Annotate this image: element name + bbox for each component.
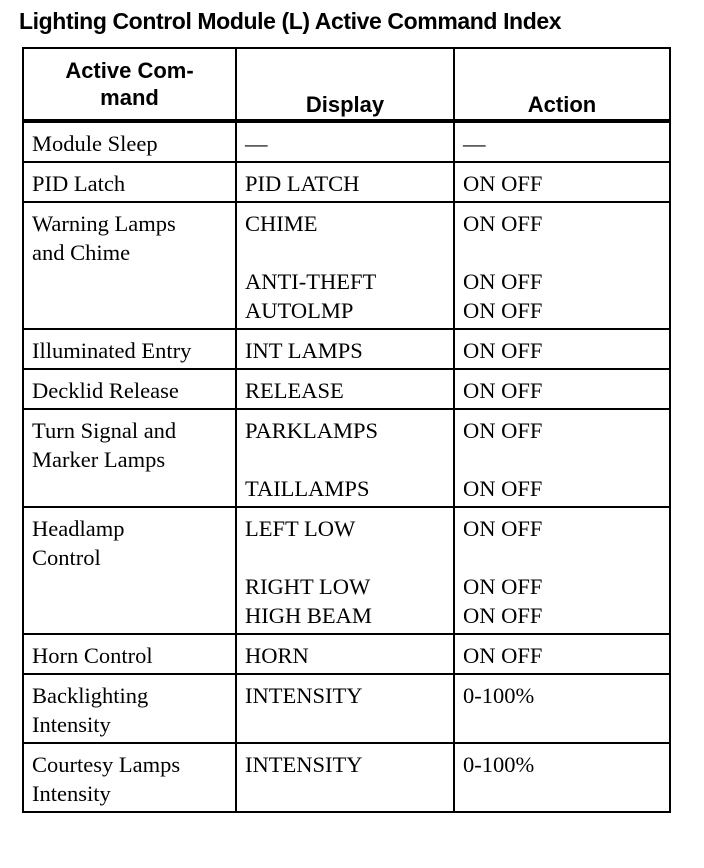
display-text — [245, 445, 453, 474]
command-text: Courtesy Lamps — [32, 752, 181, 777]
command-text: Backlighting — [32, 683, 149, 708]
action-text: ON OFF — [463, 211, 543, 236]
display-text: TAILLAMPS — [245, 476, 370, 501]
command-text: Illuminated Entry — [32, 338, 192, 363]
command-text: Warning Lamps — [32, 211, 176, 236]
action-text: ON OFF — [463, 338, 543, 363]
command-text: Control — [32, 545, 101, 570]
header-active-command — [23, 48, 236, 121]
action-text: ON OFF — [463, 269, 543, 294]
active-command-table — [22, 47, 671, 813]
header-action: Action — [454, 48, 670, 121]
action-cell — [454, 409, 670, 507]
table-row — [23, 634, 670, 674]
action-text: 0-100% — [463, 752, 535, 777]
action-text: ON OFF — [463, 476, 543, 501]
command-text: PID Latch — [32, 171, 126, 196]
header-active-command-line-1: Active Com- — [65, 58, 194, 83]
display-cell — [236, 674, 454, 743]
command-cell — [23, 409, 236, 507]
table-row — [23, 507, 670, 634]
action-text: ON OFF — [463, 171, 543, 196]
display-text — [245, 543, 453, 572]
display-text: INTENSITY — [245, 683, 363, 708]
command-text: Headlamp — [32, 516, 125, 541]
display-cell — [236, 162, 454, 202]
command-cell — [23, 674, 236, 743]
display-text — [245, 238, 453, 267]
action-text: ON OFF — [463, 378, 543, 403]
display-text: RIGHT LOW — [245, 574, 371, 599]
command-text: Horn Control — [32, 643, 153, 668]
command-cell — [23, 634, 236, 674]
page-title: Lighting Control Module (L) Active Command Index — [19, 8, 562, 34]
display-cell — [236, 409, 454, 507]
display-text: LEFT LOW — [245, 516, 356, 541]
command-text: Intensity — [32, 712, 111, 737]
display-text: — — [245, 131, 268, 156]
action-cell — [454, 743, 670, 812]
action-text: 0-100% — [463, 683, 535, 708]
table-row — [23, 369, 670, 409]
display-cell — [236, 202, 454, 329]
action-text: ON OFF — [463, 516, 543, 541]
action-cell — [454, 329, 670, 369]
action-cell — [454, 202, 670, 329]
display-text: CHIME — [245, 211, 318, 236]
table-row — [23, 743, 670, 812]
display-cell — [236, 121, 454, 162]
display-text: INTENSITY — [245, 752, 363, 777]
command-text: Module Sleep — [32, 131, 158, 156]
table-row — [23, 121, 670, 162]
command-cell — [23, 329, 236, 369]
command-cell — [23, 507, 236, 634]
header-display: Display — [236, 48, 454, 121]
display-text: HORN — [245, 643, 309, 668]
display-text: HIGH BEAM — [245, 603, 372, 628]
display-cell — [236, 507, 454, 634]
table-body — [23, 121, 670, 812]
display-text: RELEASE — [245, 378, 344, 403]
action-cell — [454, 674, 670, 743]
action-text: — — [463, 131, 486, 156]
display-text: INT LAMPS — [245, 338, 363, 363]
action-text: ON OFF — [463, 643, 543, 668]
command-cell — [23, 162, 236, 202]
table-row — [23, 329, 670, 369]
action-cell — [454, 121, 670, 162]
command-cell — [23, 121, 236, 162]
action-text — [463, 238, 669, 267]
action-cell — [454, 507, 670, 634]
header-active-command-line-2: mand — [100, 85, 159, 110]
action-text — [463, 445, 669, 474]
command-text: and Chime — [32, 240, 131, 265]
display-text: ANTI-THEFT — [245, 269, 377, 294]
table-row — [23, 162, 670, 202]
action-cell — [454, 162, 670, 202]
action-text: ON OFF — [463, 603, 543, 628]
table-row — [23, 202, 670, 329]
action-cell — [454, 634, 670, 674]
command-cell — [23, 743, 236, 812]
command-text: Turn Signal and — [32, 418, 177, 443]
display-text: AUTOLMP — [245, 298, 354, 323]
command-text: Marker Lamps — [32, 447, 166, 472]
action-text — [463, 543, 669, 572]
action-text: ON OFF — [463, 298, 543, 323]
table-row — [23, 674, 670, 743]
action-cell — [454, 369, 670, 409]
display-text: PARKLAMPS — [245, 418, 378, 443]
command-cell — [23, 202, 236, 329]
command-text: Decklid Release — [32, 378, 179, 403]
table-row — [23, 409, 670, 507]
table-header-row — [23, 48, 670, 121]
display-cell — [236, 329, 454, 369]
display-cell — [236, 743, 454, 812]
action-text: ON OFF — [463, 574, 543, 599]
display-cell — [236, 369, 454, 409]
command-text: Intensity — [32, 781, 111, 806]
display-text: PID LATCH — [245, 171, 360, 196]
command-cell — [23, 369, 236, 409]
action-text: ON OFF — [463, 418, 543, 443]
display-cell — [236, 634, 454, 674]
